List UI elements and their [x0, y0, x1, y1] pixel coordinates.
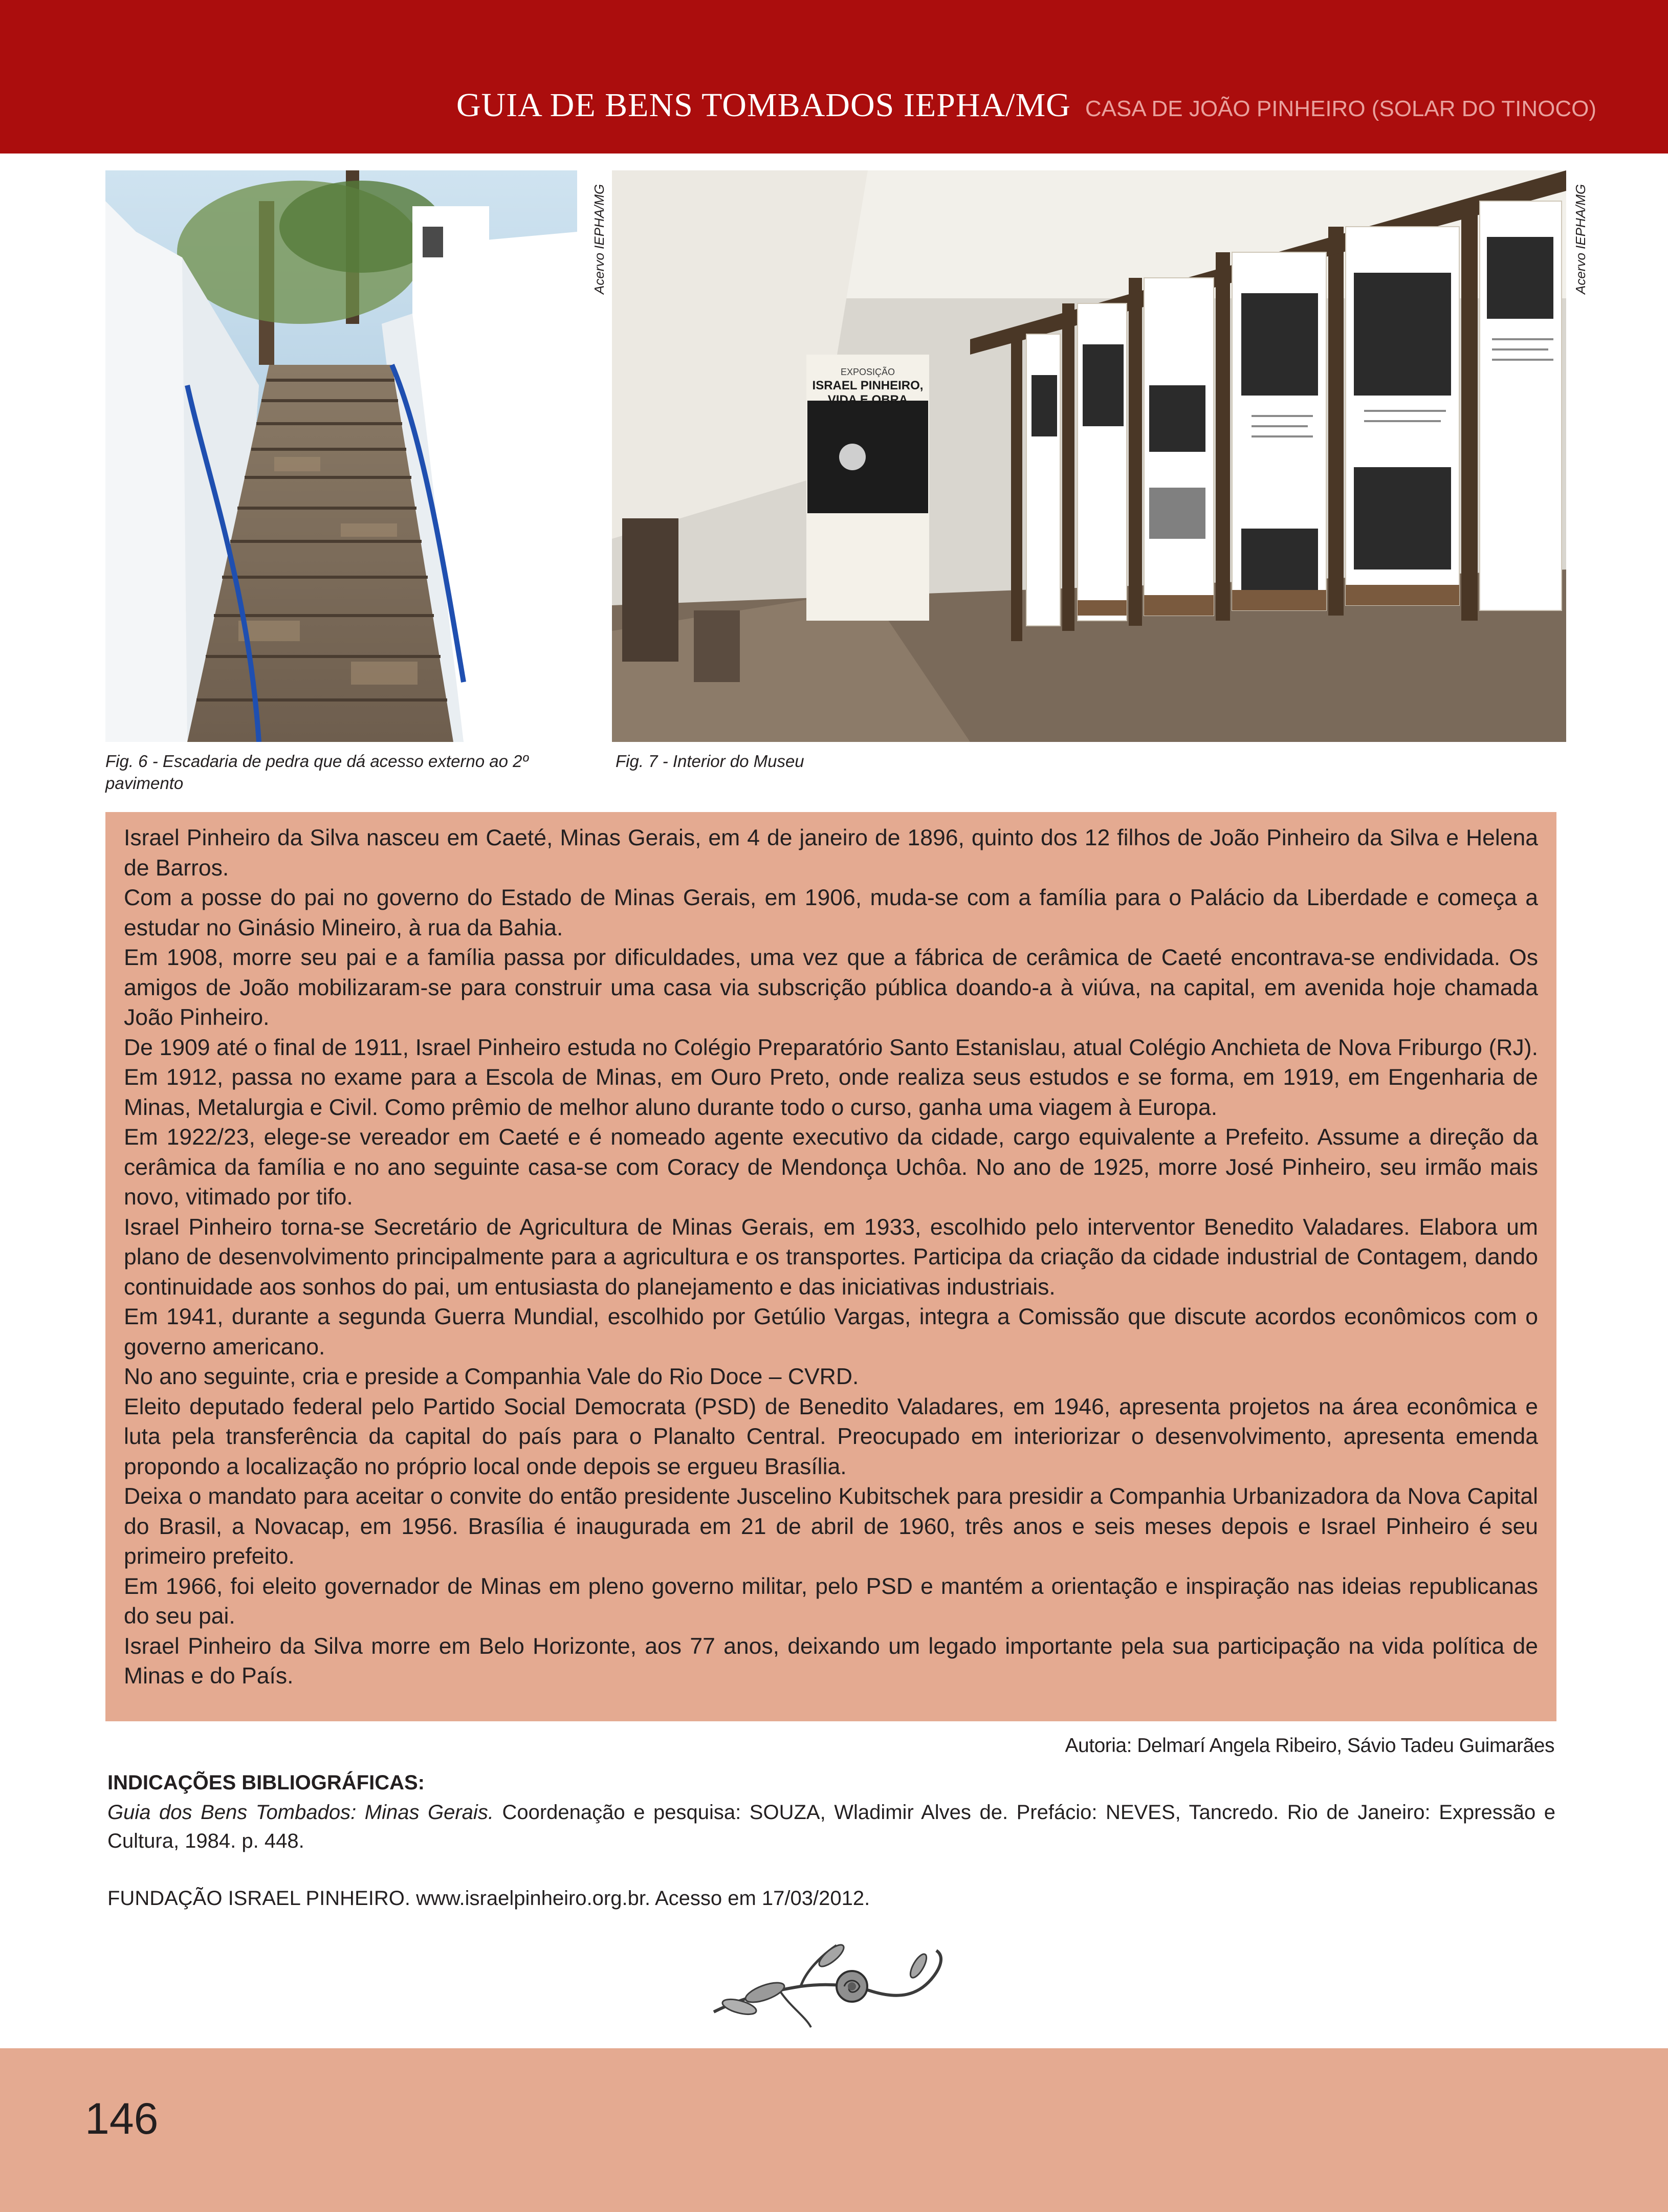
bio-paragraph: Em 1966, foi eleito governador de Minas em pleno governo militar, pelo PSD e mantém a orientação e inspiração nas ideias republicanas do seu pai.: [124, 1573, 1538, 1629]
fig7-credit: Acervo IEPHA/MG: [1573, 184, 1588, 294]
header-bar: [0, 0, 1668, 154]
bibliography-heading: INDICAÇÕES BIBLIOGRÁFICAS:: [107, 1771, 425, 1794]
property-title: CASA DE JOÃO PINHEIRO (SOLAR DO TINOCO): [1085, 96, 1596, 121]
fig6-caption: [105, 751, 597, 795]
bibliography-entry: [107, 1798, 1555, 1855]
bibliography-entry-web: FUNDAÇÃO ISRAEL PINHEIRO. www.israelpinheiro.org.br. Acesso em 17/03/2012.: [107, 1887, 870, 1910]
rose-ornament-icon: [704, 1935, 959, 2032]
staircase-photo: [105, 170, 577, 742]
footer-band: [0, 2048, 1668, 2212]
bio-paragraph: Com a posse do pai no governo do Estado de Minas Gerais, em 1906, muda-se com a família para o Palácio da Liberdade e começa a estudar no Ginásio Mineiro, à rua da Bahia.: [124, 885, 1538, 940]
bio-paragraph: Deixa o mandato para aceitar o convite do então presidente Juscelino Kubitschek para presidir a Companhia Urbanizadora da Nova Capital do Brasil, a Novacap, em 1956. Brasília é inaugurada em 21 de abril de 1960, três anos e seis meses depois e Israel Pinheiro é seu primeiro prefeito.: [124, 1484, 1538, 1569]
fig6-caption-line2: pavimento: [105, 773, 184, 793]
exhibition-title: ISRAEL PINHEIRO,: [812, 379, 924, 392]
bibliography-entry-title: Guia dos Bens Tombados: Minas Gerais.: [107, 1801, 494, 1824]
guide-title: GUIA DE BENS TOMBADOS IEPHA/MG: [456, 86, 1071, 124]
bio-paragraph: Israel Pinheiro da Silva nasceu em Caeté, Minas Gerais, em 4 de janeiro de 1896, quinto dos 12 filhos de João Pinheiro da Silva e Helena de Barros.: [124, 825, 1538, 881]
exhibition-label: EXPOSIÇÃO: [840, 367, 895, 377]
biography-box: [105, 812, 1556, 1721]
bio-paragraph: Em 1908, morre seu pai e a família passa por dificuldades, uma vez que a fábrica de cerâmica de Caeté encontrava-se endividada. Os amigos de João mobilizaram-se para construir uma casa via subscrição pública doando-a à viúva, na capital, em avenida hoje chamada João Pinheiro.: [124, 945, 1538, 1030]
museum-interior-photo: [612, 170, 1566, 742]
bio-paragraph: Israel Pinheiro da Silva morre em Belo Horizonte, aos 77 anos, deixando um legado importante pela sua participação na vida política de Minas e do País.: [124, 1633, 1538, 1689]
fig7-caption: Fig. 7 - Interior do Museu: [616, 752, 804, 771]
exhibition-subtitle: VIDA E OBRA: [827, 393, 908, 407]
bio-paragraph: Israel Pinheiro torna-se Secretário de Agricultura de Minas Gerais, em 1933, escolhido pelo interventor Benedito Valadares. Elabora um plano de desenvolvimento principalmente para a agricultura e os transportes. Participa da criação da cidade industrial de Contagem, dando continuidade aos sonhos do pai, um entusiasta do planejamento e das iniciativas industriais.: [124, 1214, 1538, 1300]
bibliography-entry-details: Coordenação e pesquisa: SOUZA, Wladimir Alves de. Prefácio: NEVES, Tancredo. Rio de Janeiro: Expressão e Cultura, 1984. p. 448.: [107, 1801, 1555, 1852]
bio-paragraph: Eleito deputado federal pelo Partido Social Democrata (PSD) de Benedito Valadares, em 1946, apresenta projetos na área econômica e luta pela transferência da capital do país para o Planalto Central. Preocupado em interiorizar o desenvolvimento, apresenta emenda propondo a localização no próprio local onde depois se ergueu Brasília.: [124, 1394, 1538, 1479]
page-number: 146: [85, 2094, 159, 2143]
bio-paragraph: Em 1922/23, elege-se vereador em Caeté e é nomeado agente executivo da cidade, cargo equivalente a Prefeito. Assume a direção da cerâmica da família e no ano seguinte casa-se com Coracy de Mendonça Uchôa. No ano de 1925, morre José Pinheiro, seu irmão mais novo, vitimado por tifo.: [124, 1125, 1538, 1210]
running-title: [456, 86, 1596, 125]
bio-paragraph: Em 1941, durante a segunda Guerra Mundial, escolhido por Getúlio Vargas, integra a Comissão que discute acordos econômicos com o governo americano.: [124, 1304, 1538, 1360]
fig6-credit: Acervo IEPHA/MG: [591, 184, 607, 294]
bio-paragraph: No ano seguinte, cria e preside a Companhia Vale do Rio Doce – CVRD.: [124, 1364, 859, 1389]
authorship: Autoria: Delmarí Angela Ribeiro, Sávio Tadeu Guimarães: [1065, 1735, 1554, 1757]
fig6-caption-line1: Fig. 6 - Escadaria de pedra que dá acesso externo ao 2º: [105, 752, 529, 771]
bio-paragraph: De 1909 até o final de 1911, Israel Pinheiro estuda no Colégio Preparatório Santo Estanislau, atual Colégio Anchieta de Nova Friburgo (RJ). Em 1912, passa no exame para a Escola de Minas, em Ouro Preto, onde realiza seus estudos e se forma, em 1919, em Engenharia de Minas, Metalurgia e Civil. Como prêmio de melhor aluno durante todo o curso, ganha uma viagem à Europa.: [124, 1035, 1538, 1120]
